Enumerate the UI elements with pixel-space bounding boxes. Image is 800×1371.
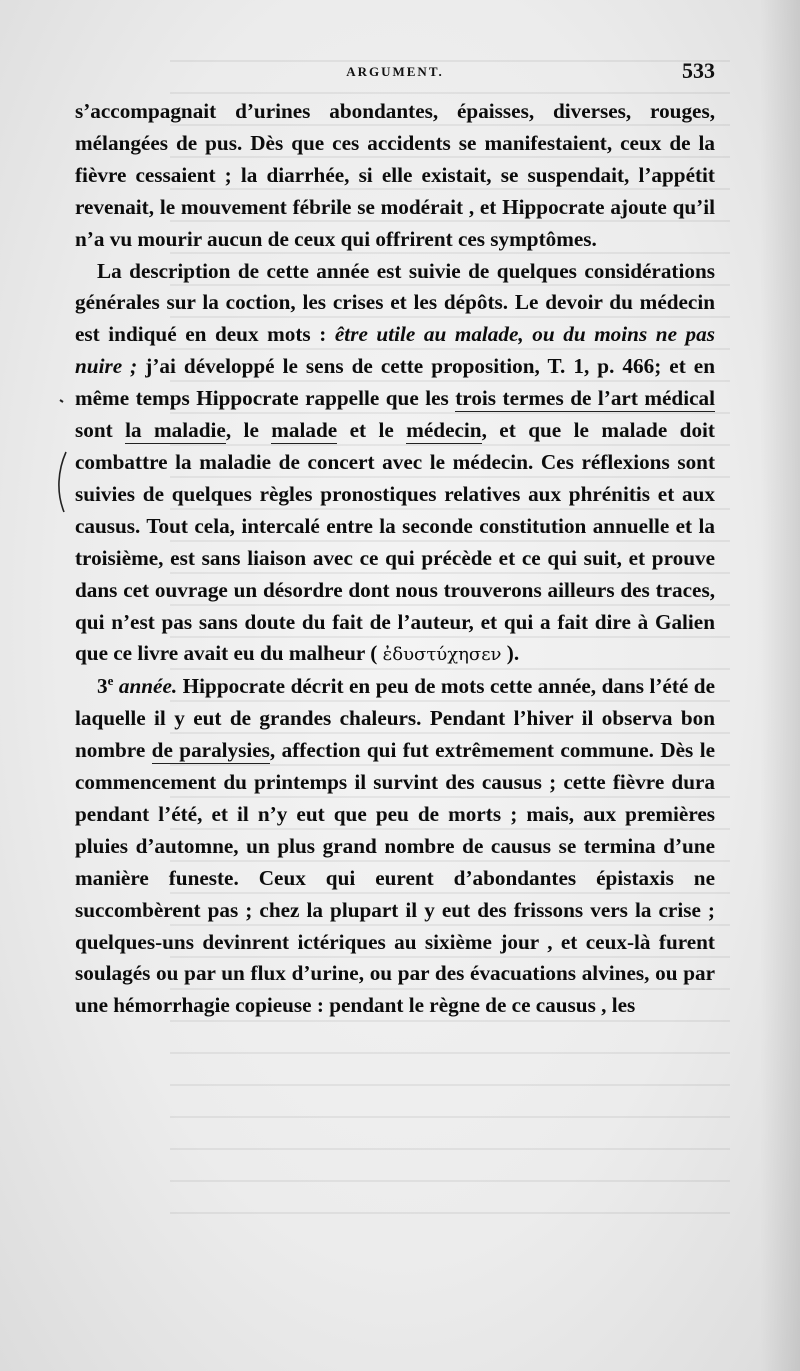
year-number: 3 (97, 674, 108, 699)
paragraph-3 (75, 671, 715, 1022)
p2-part-c: sont (75, 418, 126, 443)
paragraph-1 (75, 96, 715, 256)
margin-dot-mark (60, 400, 63, 402)
p3-part-a: Hippocrate décrit en peu de mots cette année, dans l’été de laquelle il y eut de grandes chaleurs. Pendant l’hiver il observa bon nombre (75, 674, 715, 763)
p2-part-d: , le (225, 418, 272, 443)
underlined-phrase: la maladie (125, 418, 226, 443)
p2-italic-quote: être utile au malade, ou du moins ne pas nuire ; (75, 322, 715, 379)
ordinal-superscript: e (107, 673, 114, 689)
body-text (75, 96, 715, 1022)
paragraph-1-text: s’accompagnait d’urines abondantes, épaisses, diverses, rouges, mélangées de pus. Dès que ces accidents se manifestaient, ceux de la fièvre cessaient ; la diarrhée, si elle existait, se suspendait, l’appétit revenait, le mouvement fébrile se modérait , et Hippocrate ajoute qu’il n’a vu mourir aucun de ceux qui offrirent ces symptômes. (75, 99, 715, 251)
p2-part-b: j’ai développé le sens de cette proposition, T. 1, p. 466; et en même temps Hippocrate rappelle que les (75, 354, 715, 411)
margin-bracket-mark (59, 452, 66, 512)
page-gutter-shadow (760, 0, 800, 1371)
underlined-phrase: trois termes de l’art médical (455, 386, 715, 411)
year-label-italic: année. (118, 674, 178, 699)
underlined-phrase: médecin (406, 418, 482, 443)
paragraph-2 (75, 256, 715, 672)
p3-part-b: , affection qui fut extrêmement commune. Dès le commencement du printemps il survint des causus ; cette fièvre dura pendant l’été, et il n’y eut que peu de morts ; mais, aux premières pluies d’automne, un plus grand nombre de causus se termina d’une manière funeste. Ceux qui eurent d’abondantes épistaxis ne succombèrent pas ; chez la plupart il y eut des frissons vers la crise ; quelques-uns devinrent ictériques au sixième jour , et ceux-là furent soulagés ou par un flux d’urine, ou par des évacuations alvines, ou par une hémorrhagie copieuse : pendant le règne de ce causus , les (75, 738, 715, 1018)
p2-part-f: , et que le malade doit combattre la maladie de concert avec le médecin. Ces réflexions sont suivies de quelques règles pronostiques relatives aux phrénitis et aux causus. Tout cela, intercalé entre la seconde constitution annuelle et la troisième, est sans liaison avec ce qui précède et ce qui suit, et prouve dans cet ouvrage un désordre dont nous trouverons ailleurs des traces, qui n’est pas sans doute du fait de l’auteur, et qui a fait dire à Galien que ce livre avait eu du malheur ( (75, 418, 715, 666)
page-number: 533 (682, 58, 715, 83)
p2-part-g: ). (501, 641, 520, 666)
greek-word: ἐδυστύχησεν (382, 644, 502, 666)
page-header (75, 58, 715, 88)
p2-part-e: et le (337, 418, 407, 443)
running-head: ARGUMENT. (346, 64, 444, 79)
p2-part-a: La description de cette année est suivie de quelques considérations générales sur la coction, les crises et les dépôts. Le devoir du médecin est indiqué en deux mots : (75, 258, 715, 347)
underlined-phrase: de paralysies (151, 738, 270, 763)
underlined-phrase: malade (271, 418, 338, 443)
